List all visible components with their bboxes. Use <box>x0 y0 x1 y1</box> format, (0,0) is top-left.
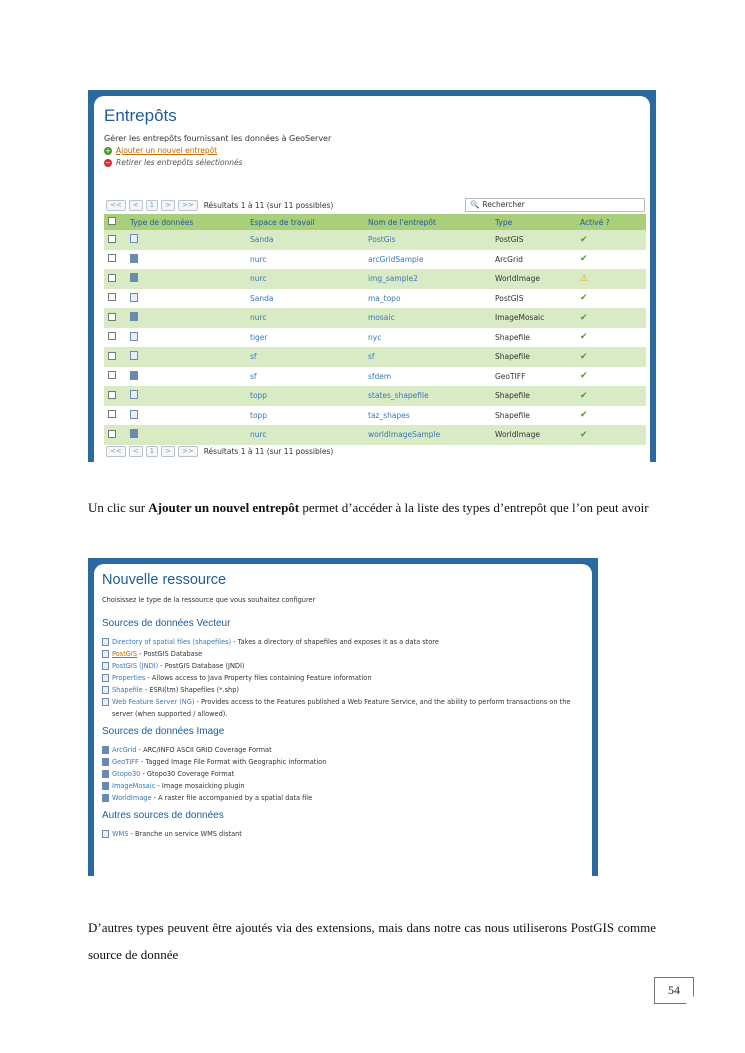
store-type: WorldImage <box>491 425 576 445</box>
next-page-button[interactable]: > <box>161 446 175 457</box>
next-page-button[interactable]: > <box>161 200 175 211</box>
check-icon: ✔ <box>580 351 588 362</box>
enabled-cell <box>576 308 646 328</box>
workspace-link[interactable]: sf <box>250 371 257 381</box>
list-item <box>102 756 584 768</box>
pager-top <box>106 200 333 211</box>
check-icon: ✔ <box>580 390 588 401</box>
enabled-cell <box>576 328 646 348</box>
raster-source-icon <box>102 770 109 778</box>
store-name-link[interactable]: sf <box>364 347 491 367</box>
workspace-link[interactable]: tiger <box>250 332 268 342</box>
data-type-cell <box>126 230 246 250</box>
enabled-cell <box>576 269 646 289</box>
source-description: - Gtopo30 Coverage Format <box>140 770 235 778</box>
data-type-cell <box>126 406 246 426</box>
store-type: GeoTIFF <box>495 371 526 381</box>
list-item <box>102 636 584 648</box>
workspace-link[interactable]: nurc <box>246 269 364 289</box>
source-description: - ARC/INFO ASCII GRID Coverage Format <box>136 746 272 754</box>
enabled-cell <box>576 347 646 367</box>
page-description: Gérer les entrepôts fournissant les données à GeoServer <box>104 134 332 143</box>
list-item <box>102 744 584 756</box>
data-type-cell <box>126 367 246 387</box>
source-description: - Tagged Image File Format with Geographic information <box>138 758 327 766</box>
store-type: Shapefile <box>495 410 530 420</box>
remove-stores-link-row[interactable] <box>104 158 640 167</box>
data-type-cell <box>126 308 246 328</box>
vector-store-icon <box>130 351 138 360</box>
vector-source-icon <box>102 638 109 646</box>
workspace-link[interactable]: nurc <box>250 254 267 264</box>
source-link[interactable]: Gtopo30 <box>112 770 141 778</box>
list-item <box>102 696 584 720</box>
row-checkbox[interactable] <box>108 332 116 340</box>
data-type-cell <box>126 269 246 289</box>
source-link[interactable]: ImageMosaic <box>112 782 156 790</box>
check-icon: ✔ <box>580 371 588 382</box>
store-name-link[interactable]: PostGis <box>364 230 491 250</box>
table-row[interactable] <box>104 289 646 309</box>
row-checkbox[interactable] <box>108 391 116 399</box>
remove-icon: − <box>105 158 111 167</box>
workspace-link[interactable]: Sanda <box>250 293 274 303</box>
pager-bottom <box>106 446 333 457</box>
store-name-link[interactable]: mosaic <box>364 308 491 328</box>
vector-store-icon <box>130 390 138 399</box>
list-item <box>102 672 584 684</box>
new-resource-panel <box>88 558 598 876</box>
prev-page-button[interactable]: < <box>129 200 143 211</box>
enabled-cell <box>576 367 646 387</box>
table-row[interactable] <box>104 367 646 387</box>
col-header[interactable]: Espace de travail <box>246 214 364 230</box>
vector-store-icon <box>130 234 138 243</box>
search-icon: 🔍 <box>470 200 480 209</box>
stores-table <box>104 214 646 445</box>
last-page-button[interactable]: >> <box>178 200 198 211</box>
list-item <box>102 660 584 672</box>
vector-source-icon <box>102 686 109 694</box>
table-row[interactable] <box>104 269 646 289</box>
vector-source-icon <box>102 662 109 670</box>
list-item <box>102 792 584 804</box>
row-checkbox[interactable] <box>108 293 116 301</box>
store-name-link[interactable]: states_shapefile <box>364 386 491 406</box>
raster-source-icon <box>102 782 109 790</box>
store-type: Shapefile <box>491 347 576 367</box>
table-row[interactable] <box>104 308 646 328</box>
select-all-checkbox[interactable] <box>108 217 116 225</box>
row-checkbox[interactable] <box>108 235 116 243</box>
enabled-cell <box>576 230 646 250</box>
source-description: - Allows access to Java Property files containing Feature information <box>145 674 372 682</box>
results-count: Résultats 1 à 11 (sur 11 possibles) <box>203 447 334 456</box>
raster-store-icon <box>130 312 138 321</box>
check-icon: ✔ <box>580 312 588 323</box>
vector-store-icon <box>130 332 138 341</box>
page-title: Entrepôts <box>104 106 177 125</box>
source-link[interactable]: Properties <box>112 674 146 682</box>
stores-panel <box>88 90 656 462</box>
para1-bold: Ajouter un nouvel entrepôt <box>148 500 300 515</box>
list-item <box>102 768 584 780</box>
row-select-cell[interactable] <box>104 386 126 406</box>
data-type-cell <box>126 250 246 270</box>
data-type-cell <box>126 347 246 367</box>
check-icon: ✔ <box>580 332 588 343</box>
row-checkbox[interactable] <box>108 352 116 360</box>
col-header[interactable]: Activé ? <box>576 214 646 230</box>
source-description: - Image mosaicking plugin <box>155 782 245 790</box>
check-icon: ✔ <box>580 234 588 245</box>
row-select-cell[interactable] <box>104 230 126 250</box>
enabled-cell <box>576 425 646 445</box>
source-description: - A raster file accompanied by a spatial data file <box>151 794 313 802</box>
source-link[interactable]: Web Feature Server (NG) <box>112 698 195 706</box>
table-row[interactable] <box>104 386 646 406</box>
store-name-link[interactable]: img_sample2 <box>364 269 491 289</box>
page-1-button[interactable]: 1 <box>146 446 158 457</box>
source-link[interactable]: WMS <box>112 830 129 838</box>
workspace-link[interactable]: topp <box>246 386 364 406</box>
enabled-cell <box>576 250 646 270</box>
source-description: - PostGIS Database <box>137 650 203 658</box>
add-store-link-row[interactable] <box>104 146 640 155</box>
list-item <box>102 684 584 696</box>
warning-icon: ⚠ <box>580 273 589 284</box>
table-row[interactable] <box>104 406 646 426</box>
para1-post: permet d’accéder à la liste des types d’entrepôt que l’on peut avoir <box>299 500 649 515</box>
vector-source-icon <box>102 830 109 838</box>
workspace-link[interactable]: nurc <box>246 308 364 328</box>
para1-pre: Un clic sur <box>88 500 149 515</box>
row-select-cell[interactable] <box>104 367 126 387</box>
table-header <box>104 214 646 230</box>
stores-panel-body <box>94 96 650 462</box>
col-header[interactable]: Type de données <box>126 214 246 230</box>
vector-store-icon <box>130 410 138 419</box>
first-page-button[interactable]: << <box>106 446 126 457</box>
row-select-cell[interactable] <box>104 425 126 445</box>
store-name-link[interactable]: worldImageSample <box>364 425 491 445</box>
col-header[interactable]: Nom de l'entrepôt <box>364 214 491 230</box>
row-select-cell[interactable] <box>104 289 126 309</box>
store-name-link[interactable]: nyc <box>368 332 382 342</box>
section-title: Sources de données Vecteur <box>102 618 231 629</box>
search-input[interactable] <box>465 198 645 212</box>
store-name-link[interactable]: taz_shapes <box>368 410 410 420</box>
check-icon: ✔ <box>580 254 588 265</box>
check-icon: ✔ <box>580 429 588 440</box>
source-link[interactable]: PostGIS <box>112 650 138 658</box>
panel2-title: Nouvelle ressource <box>102 572 227 588</box>
enabled-cell <box>576 289 646 309</box>
store-type: ArcGrid <box>495 254 523 264</box>
source-description: - Takes a directory of shapefiles and exposes it as a data store <box>231 638 439 646</box>
add-store-link[interactable]: Ajouter un nouvel entrepôt <box>116 146 218 155</box>
row-checkbox[interactable] <box>108 430 116 438</box>
enabled-cell <box>576 406 646 426</box>
section-title: Autres sources de données <box>102 810 224 821</box>
check-icon: ✔ <box>580 410 588 421</box>
table-row[interactable] <box>104 230 646 250</box>
source-link[interactable]: Directory of spatial files (shapefiles) <box>112 638 232 646</box>
row-select-cell[interactable] <box>104 347 126 367</box>
table-row[interactable] <box>104 347 646 367</box>
paragraph-2: D’autres types peuvent être ajoutés via des extensions, mais dans notre cas nous utiliserons PostGIS comme source de donnée <box>88 920 656 962</box>
raster-store-icon <box>130 254 138 263</box>
source-link[interactable]: ArcGrid <box>112 746 137 754</box>
store-type: Shapefile <box>491 386 576 406</box>
row-select-cell[interactable] <box>104 250 126 270</box>
prev-page-button[interactable]: < <box>129 446 143 457</box>
vector-source-icon <box>102 674 109 682</box>
table-row[interactable] <box>104 425 646 445</box>
data-type-cell <box>126 328 246 348</box>
new-resource-panel-body <box>94 564 592 876</box>
store-type: WorldImage <box>491 269 576 289</box>
data-type-cell <box>126 386 246 406</box>
workspace-link[interactable]: nurc <box>246 425 364 445</box>
workspace-link[interactable]: Sanda <box>246 230 364 250</box>
row-checkbox[interactable] <box>108 313 116 321</box>
raster-store-icon <box>130 273 138 282</box>
raster-store-icon <box>130 371 138 380</box>
enabled-cell <box>576 386 646 406</box>
section-title: Sources de données Image <box>102 726 225 737</box>
page-1-button[interactable]: 1 <box>146 200 158 211</box>
paragraph-1 <box>88 494 656 521</box>
list-item <box>102 648 584 660</box>
row-checkbox[interactable] <box>108 410 116 418</box>
results-count: Résultats 1 à 11 (sur 11 possibles) <box>203 201 334 210</box>
row-checkbox[interactable] <box>108 274 116 282</box>
first-page-button[interactable]: << <box>106 200 126 211</box>
store-name-link[interactable]: sfdem <box>368 371 392 381</box>
check-icon: ✔ <box>580 293 588 304</box>
raster-source-icon <box>102 794 109 802</box>
raster-source-icon <box>102 758 109 766</box>
source-description: - Provides access to the Features published a Web Feature Service, and the ability to perform transactions on the server (when supported / allowed). <box>112 698 571 718</box>
store-name-link[interactable]: arcGridSample <box>368 254 424 264</box>
data-type-cell <box>126 289 246 309</box>
list-item <box>102 828 584 840</box>
workspace-link[interactable]: topp <box>250 410 268 420</box>
search-placeholder: Rechercher <box>482 200 525 209</box>
row-checkbox[interactable] <box>108 254 116 262</box>
vector-source-icon <box>102 650 109 658</box>
workspace-link[interactable]: sf <box>246 347 364 367</box>
data-type-cell <box>126 425 246 445</box>
list-item <box>102 780 584 792</box>
row-checkbox[interactable] <box>108 371 116 379</box>
remove-stores-link[interactable]: Retirer les entrepôts sélectionnés <box>116 158 243 167</box>
row-select-cell[interactable] <box>104 308 126 328</box>
last-page-button[interactable]: >> <box>178 446 198 457</box>
raster-source-icon <box>102 746 109 754</box>
page-number: 54 <box>654 977 694 1004</box>
store-type: PostGIS <box>495 293 524 303</box>
vector-store-icon <box>130 293 138 302</box>
table-row[interactable] <box>104 328 646 348</box>
select-all-cell[interactable] <box>104 214 126 230</box>
store-name-link[interactable]: ma_topo <box>368 293 401 303</box>
row-select-cell[interactable] <box>104 328 126 348</box>
row-select-cell[interactable] <box>104 406 126 426</box>
source-description: - ESRI(tm) Shapefiles (*.shp) <box>142 686 239 694</box>
add-icon: + <box>105 146 111 155</box>
vector-source-icon <box>102 698 109 706</box>
source-link[interactable]: WorldImage <box>112 794 152 802</box>
store-type: PostGIS <box>491 230 576 250</box>
source-link[interactable]: PostGIS (JNDI) <box>112 662 159 670</box>
source-link[interactable]: Shapefile <box>112 686 143 694</box>
panel2-subtitle: Choisissez le type de la ressource que vous souhaitez configurer <box>102 596 316 604</box>
store-type: ImageMosaic <box>491 308 576 328</box>
row-select-cell[interactable] <box>104 269 126 289</box>
store-type: Shapefile <box>495 332 530 342</box>
table-row[interactable] <box>104 250 646 270</box>
raster-store-icon <box>130 429 138 438</box>
source-link[interactable]: GeoTIFF <box>112 758 139 766</box>
source-description: - PostGIS Database (JNDI) <box>158 662 245 670</box>
col-header[interactable]: Type <box>491 214 576 230</box>
source-description: - Branche un service WMS distant <box>128 830 242 838</box>
